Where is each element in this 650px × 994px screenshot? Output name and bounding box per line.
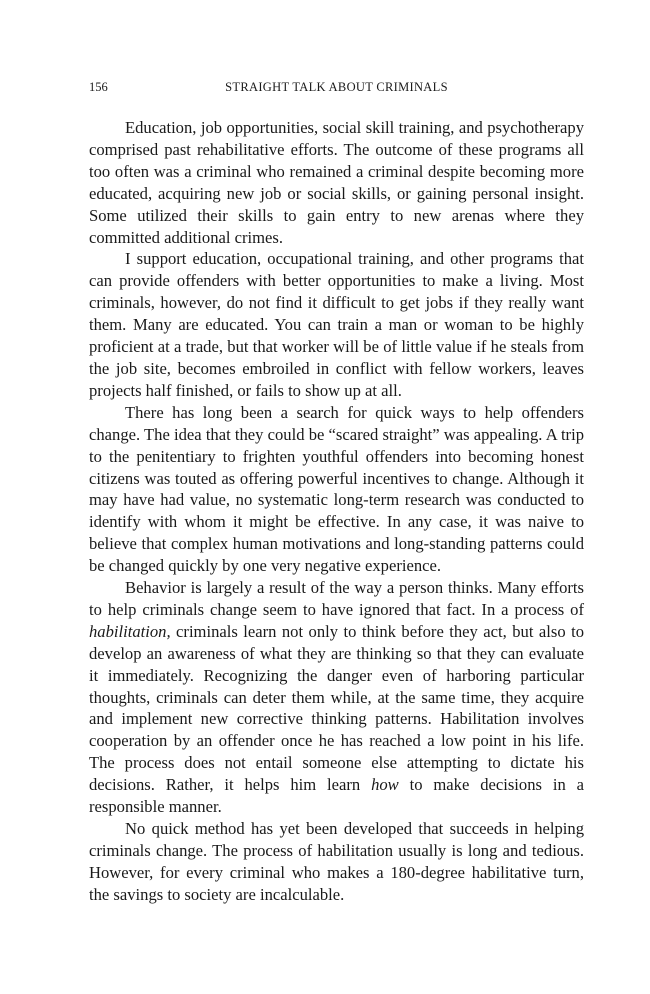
running-head-title: STRAIGHT TALK ABOUT CRIMINALS (225, 80, 448, 94)
emphasis-how: how (371, 775, 399, 795)
page-number: 156 (89, 80, 108, 94)
book-page (89, 76, 584, 906)
paragraph-no-quick-method: No quick method has yet been developed that succeeds in helping criminals change. The process of habilitation usually is long and tedious. However, for every criminal who makes a 180-degree habilitative turn, the savings to society are incalculable. (89, 819, 584, 904)
paragraph-habilitation-part-1: Behavior is largely a result of the way a person thinks. Many efforts to help criminals change seem to have ignored that fact. In a process of (89, 578, 584, 619)
paragraph-rehabilitative-efforts: Education, job opportunities, social skill training, and psychotherapy comprised past rehabilitative efforts. The outcome of these programs all too often was a criminal who remained a criminal despite becoming more educated, acquiring new job or social skills, or gaining personal insight. Some utilized their skills to gain entry to new arenas where they committed additional crimes. (89, 118, 584, 247)
paragraph-habilitation-part-3: to make decisions in a responsible manner. (89, 775, 584, 817)
paragraph-habilitation (89, 577, 584, 818)
paragraph-habilitation-part-2: criminals learn not only to think before they act, but also to develop an awareness of what they are thinking so that they can evaluate it immediately. Recognizing the danger even of harboring particular thoughts, criminals can deter them while, at the same time, they acquire and implement new corrective thinking patterns. Habilitation involves cooperation by an offender once he has reached a low point in his life. The process does not entail someone else attempting to dictate his decisions. Rather, it helps him learn (89, 621, 584, 795)
emphasis-habilitation: habilitation, (89, 621, 171, 641)
paragraph-education-support: I support education, occupational training, and other programs that can provide offenders with better opportunities to make a living. Most criminals, however, do not find it difficult to get jobs if they really want them. Many are educated. You can train a man or woman to be highly proficient at a trade, but that worker will be of little value if he steals from the job site, becomes embroiled in conflict with fellow workers, leaves projects half finished, or fails to show up at all. (89, 249, 584, 400)
paragraph-scared-straight: There has long been a search for quick ways to help offenders change. The idea that they could be “scared straight” was appealing. A trip to the penitentiary to frighten youthful offenders into becoming honest citizens was touted as offering powerful incentives to change. Although it may have had value, no systematic long-term research was conducted to identify with whom it might be effective. In any case, it was naive to believe that complex human motivations and long-standing patterns could be changed quickly by one very negative experience. (89, 402, 584, 576)
running-head (89, 76, 584, 98)
body-text (89, 117, 584, 906)
